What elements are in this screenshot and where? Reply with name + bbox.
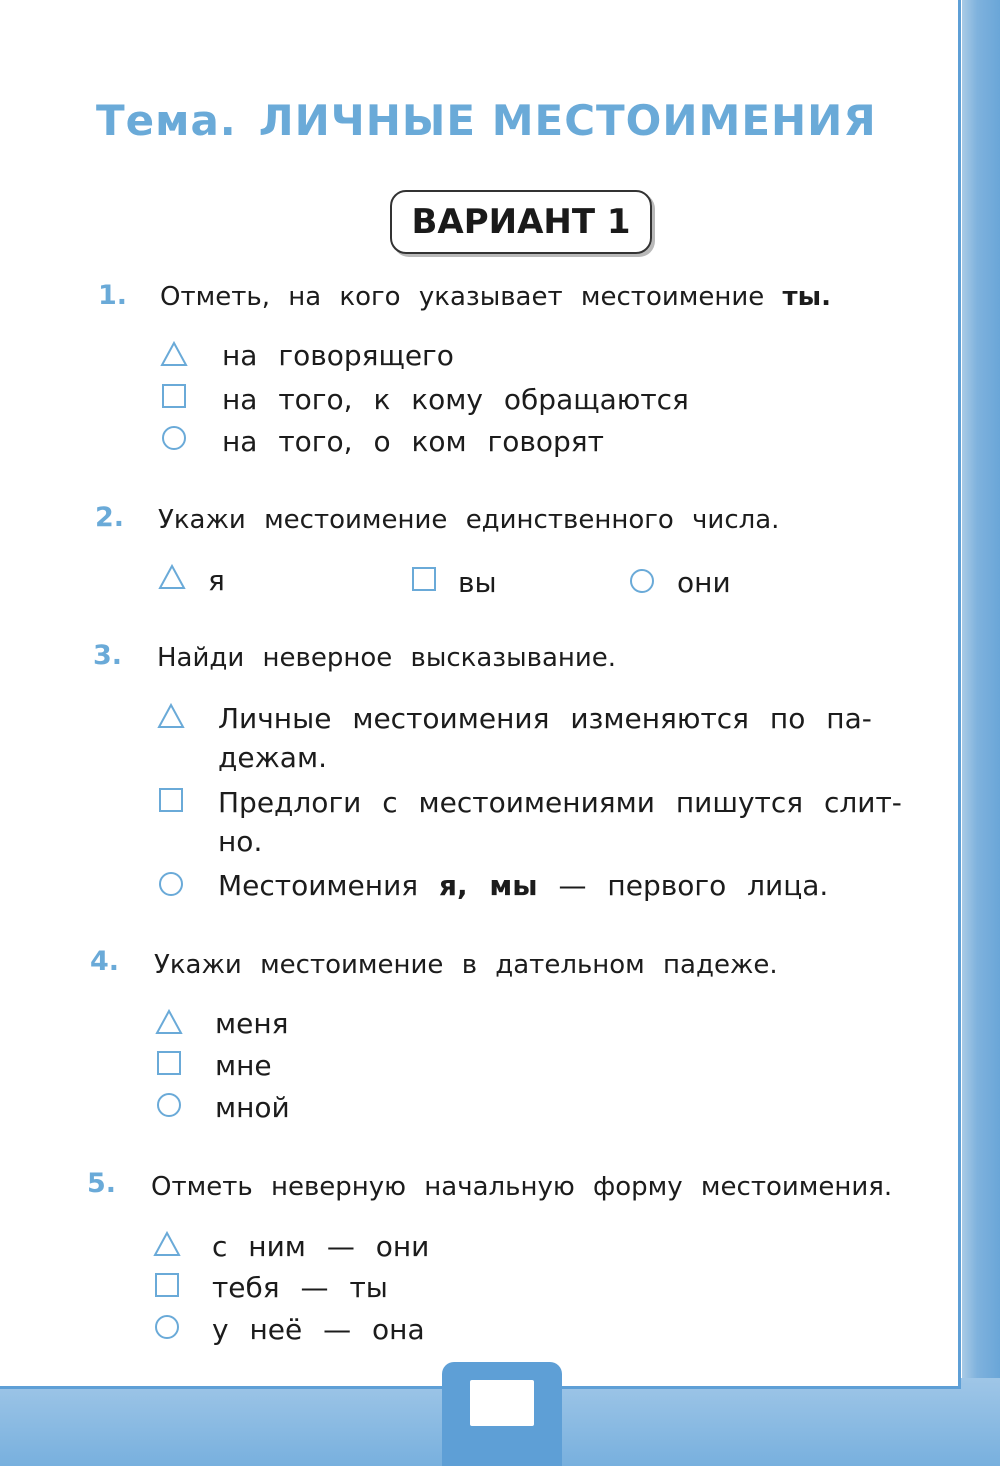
triangle-icon[interactable] <box>160 340 188 368</box>
circle-icon[interactable] <box>153 1313 181 1341</box>
answer-option <box>218 702 938 774</box>
question-number: 5. <box>87 1168 117 1199</box>
circle-icon[interactable] <box>155 1091 183 1119</box>
answer-option: я <box>208 564 225 597</box>
answer-option: мне <box>215 1049 272 1082</box>
question-number: 2. <box>95 502 125 533</box>
square-icon[interactable] <box>157 786 185 814</box>
question-number: 4. <box>90 946 120 977</box>
answer-text-after: — первого лица. <box>558 869 829 902</box>
square-icon[interactable] <box>155 1049 183 1077</box>
triangle-icon[interactable] <box>153 1230 181 1258</box>
variant-badge: ВАРИАНТ 1 <box>390 190 652 254</box>
circle-icon[interactable] <box>160 424 188 452</box>
question-text-main: Отметь, на кого указывает местоимение <box>160 282 765 312</box>
answer-option: у неё — она <box>212 1313 425 1346</box>
question-text-bold: ты. <box>782 282 831 312</box>
question-number: 3. <box>93 640 123 671</box>
triangle-icon[interactable] <box>155 1008 183 1036</box>
title-prefix: Тема. <box>96 96 237 145</box>
circle-icon[interactable] <box>628 567 656 595</box>
question-text: Отметь неверную начальную форму местоимения. <box>151 1172 893 1202</box>
square-icon[interactable] <box>410 565 438 593</box>
answer-option: они <box>677 566 731 599</box>
answer-option: на говорящего <box>222 339 454 372</box>
answer-text-bold: я, мы <box>439 869 538 902</box>
square-icon[interactable] <box>153 1271 181 1299</box>
answer-line-text: Личные местоимения изменяются по па- <box>218 702 872 735</box>
triangle-icon[interactable] <box>158 563 186 591</box>
title-main: ЛИЧНЫЕ МЕСТОИМЕНИЯ <box>258 96 877 145</box>
question-text <box>160 282 831 312</box>
question-text: Найди неверное высказывание. <box>157 643 617 673</box>
answer-option <box>218 869 828 902</box>
circle-icon[interactable] <box>157 870 185 898</box>
triangle-icon[interactable] <box>157 702 185 730</box>
question-text: Укажи местоимение единственного числа. <box>158 505 780 535</box>
answer-option-line2: но. <box>218 825 263 858</box>
page-number-box <box>470 1380 534 1426</box>
answer-option: на того, к кому обращаются <box>222 383 689 416</box>
answer-option: с ним — они <box>212 1230 430 1263</box>
answer-option-line1: Предлоги с местоимениями пишутся слит- <box>218 786 902 819</box>
answer-option-line1 <box>218 702 938 735</box>
answer-option: мной <box>215 1091 290 1124</box>
answer-option <box>218 786 938 858</box>
answer-option: вы <box>458 566 497 599</box>
answer-option-line2: дежам. <box>218 741 327 774</box>
answer-option: меня <box>215 1007 289 1040</box>
square-icon[interactable] <box>160 382 188 410</box>
answer-text-before: Местоимения <box>218 869 419 902</box>
answer-option: на того, о ком говорят <box>222 425 604 458</box>
question-number: 1. <box>98 280 128 311</box>
page-title <box>96 96 877 145</box>
answer-option: тебя — ты <box>212 1271 388 1304</box>
question-text: Укажи местоимение в дательном падеже. <box>154 950 778 980</box>
side-decor-band <box>962 0 1000 1466</box>
